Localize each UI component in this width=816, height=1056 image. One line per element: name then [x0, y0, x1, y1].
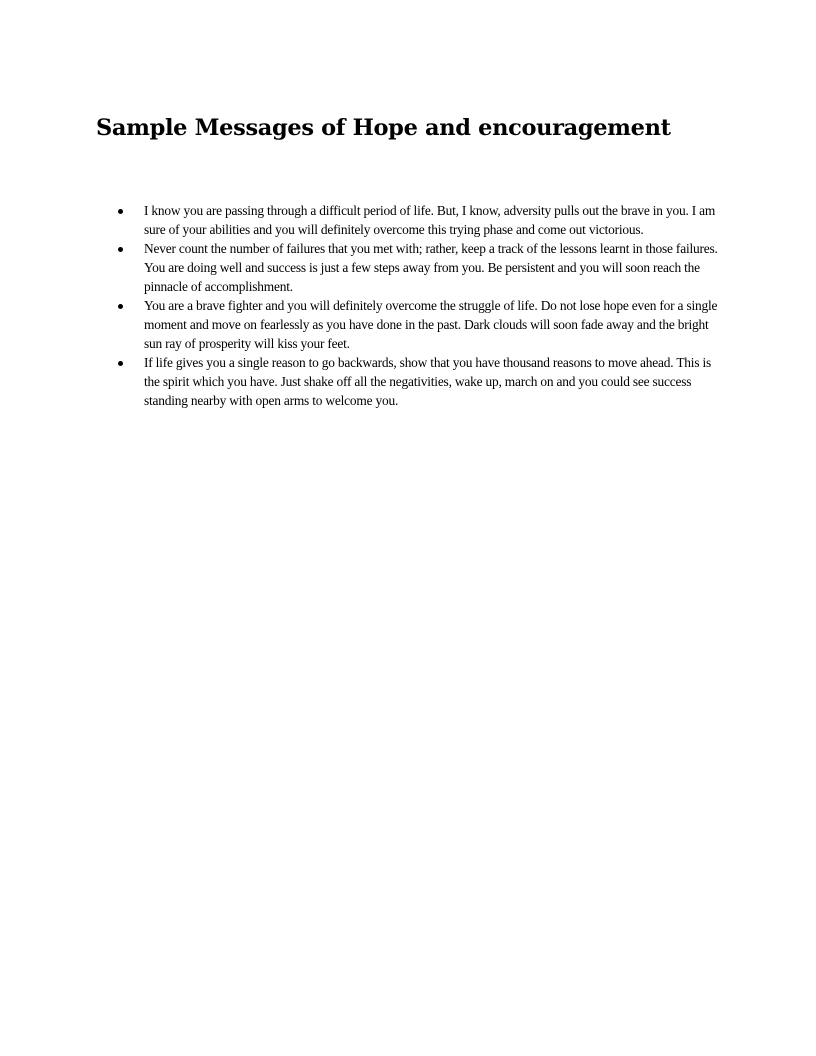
message-text: Never count the number of failures that you met with; rather, keep a track of the lessons learnt in those failures. You are doing well and success is just a few steps away from you. Be persistent and you will soon reach the pinnacle of accomplishment.	[144, 241, 718, 294]
message-text: If life gives you a single reason to go backwards, show that you have thousand reasons to move ahead. This is the spirit which you have. Just shake off all the negativities, wake up, march on and you could see success standing nearby with open arms to welcome you.	[144, 355, 712, 408]
bullet-dot-icon	[118, 209, 123, 214]
list-item	[96, 201, 720, 239]
message-text: I know you are passing through a difficult period of life. But, I know, adversity pulls out the brave in you. I am sure of your abilities and you will definitely overcome this trying phase and come out victorious.	[144, 203, 716, 237]
messages-list	[96, 201, 720, 410]
list-item	[96, 353, 720, 410]
document-title: Sample Messages of Hope and encouragement	[96, 115, 671, 141]
message-text: You are a brave fighter and you will definitely overcome the struggle of life. Do not lose hope even for a single moment and move on fearlessly as you have done in the past. Dark clouds will soon fade away and the bright sun ray of prosperity will kiss your feet.	[144, 298, 718, 351]
list-item	[96, 296, 720, 353]
bullet-dot-icon	[118, 304, 123, 309]
bullet-dot-icon	[118, 361, 123, 366]
bullet-dot-icon	[118, 247, 123, 252]
list-item	[96, 239, 720, 296]
